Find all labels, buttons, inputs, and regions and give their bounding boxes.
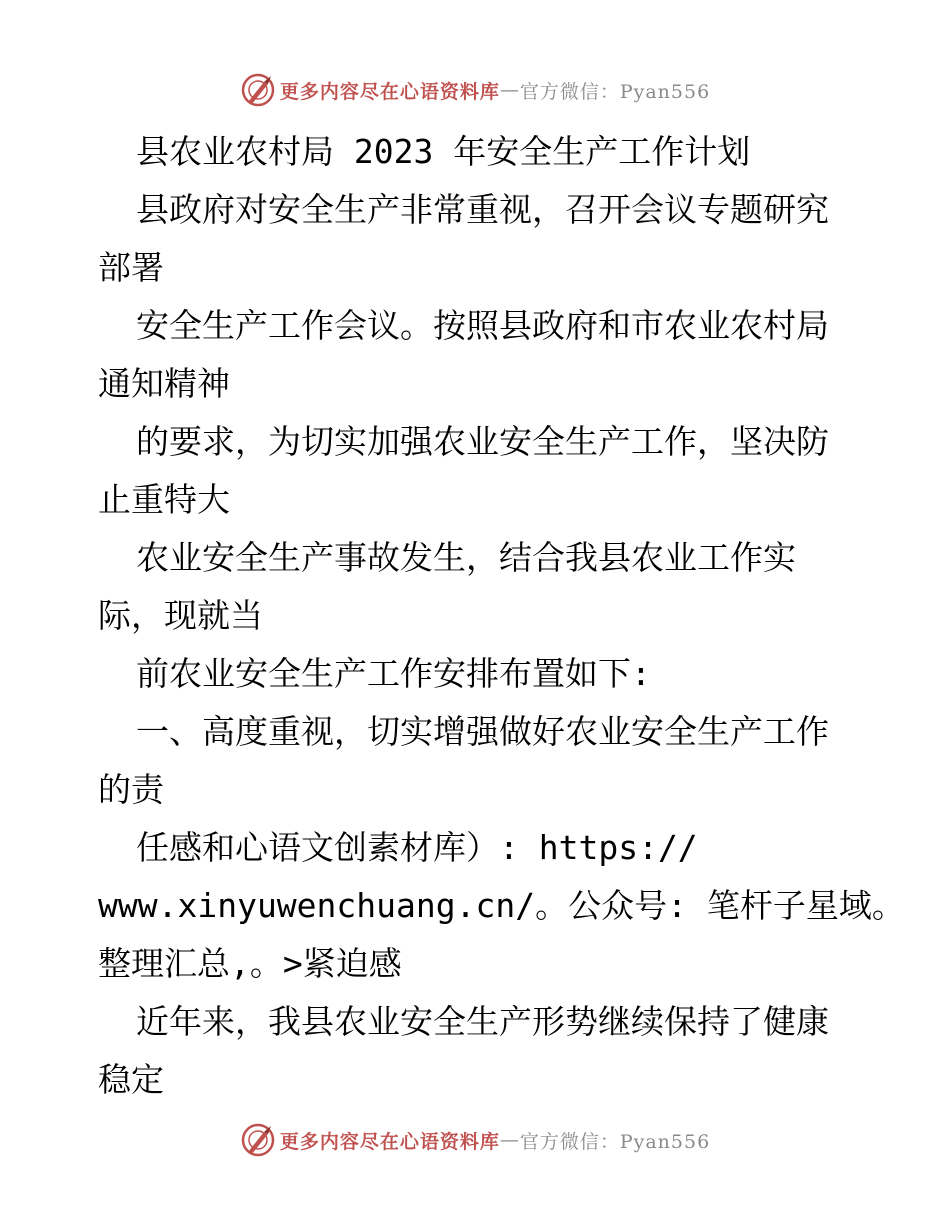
paragraph-line: 整理汇总,。>紧迫感: [98, 944, 402, 983]
paragraph-line: 任感和心语文创素材库）: https://: [136, 828, 698, 867]
paragraph-line: 的责: [98, 770, 164, 809]
banner-main-text: 更多内容尽在心语资料库: [279, 80, 500, 103]
banner-main-text: 更多内容尽在心语资料库: [279, 1130, 500, 1153]
paragraph-line: 部署: [98, 248, 164, 287]
paragraph-line: 止重特大: [98, 480, 230, 519]
quill-pen-logo-icon: [240, 1122, 276, 1158]
paragraph-line: 稳定: [98, 1060, 164, 1099]
paragraph-line: www.xinyuwenchuang.cn/。公众号: 笔杆子星域。: [98, 886, 905, 925]
document-title: 县农业农村局 2023 年安全生产工作计划: [136, 132, 751, 171]
header-watermark-banner: [0, 70, 950, 110]
paragraph-line: 的要求，为切实加强农业安全生产工作，坚决防: [136, 422, 829, 461]
banner-dash: —: [499, 79, 520, 101]
document-body: [98, 123, 905, 1109]
paragraph-line: 农业安全生产事故发生，结合我县农业工作实: [136, 538, 796, 577]
paragraph-line: 际，现就当: [98, 596, 263, 635]
paragraph-line: 安全生产工作会议。按照县政府和市农业农村局: [136, 306, 829, 345]
paragraph-line: 县政府对安全生产非常重视，召开会议专题研究: [136, 190, 829, 229]
paragraph-line: 通知精神: [98, 364, 230, 403]
footer-watermark-banner: [0, 1120, 950, 1160]
banner-dash: —: [499, 1129, 520, 1151]
banner-wechat-text: 官方微信：Pyan556: [519, 1130, 711, 1153]
paragraph-line: 前农业安全生产工作安排布置如下:: [136, 654, 651, 693]
section-heading-line: 一、高度重视，切实增强做好农业安全生产工作: [136, 712, 829, 751]
paragraph-line: 近年来，我县农业安全生产形势继续保持了健康: [136, 1002, 829, 1041]
quill-pen-logo-icon: [240, 72, 276, 108]
banner-wechat-text: 官方微信：Pyan556: [519, 80, 711, 103]
